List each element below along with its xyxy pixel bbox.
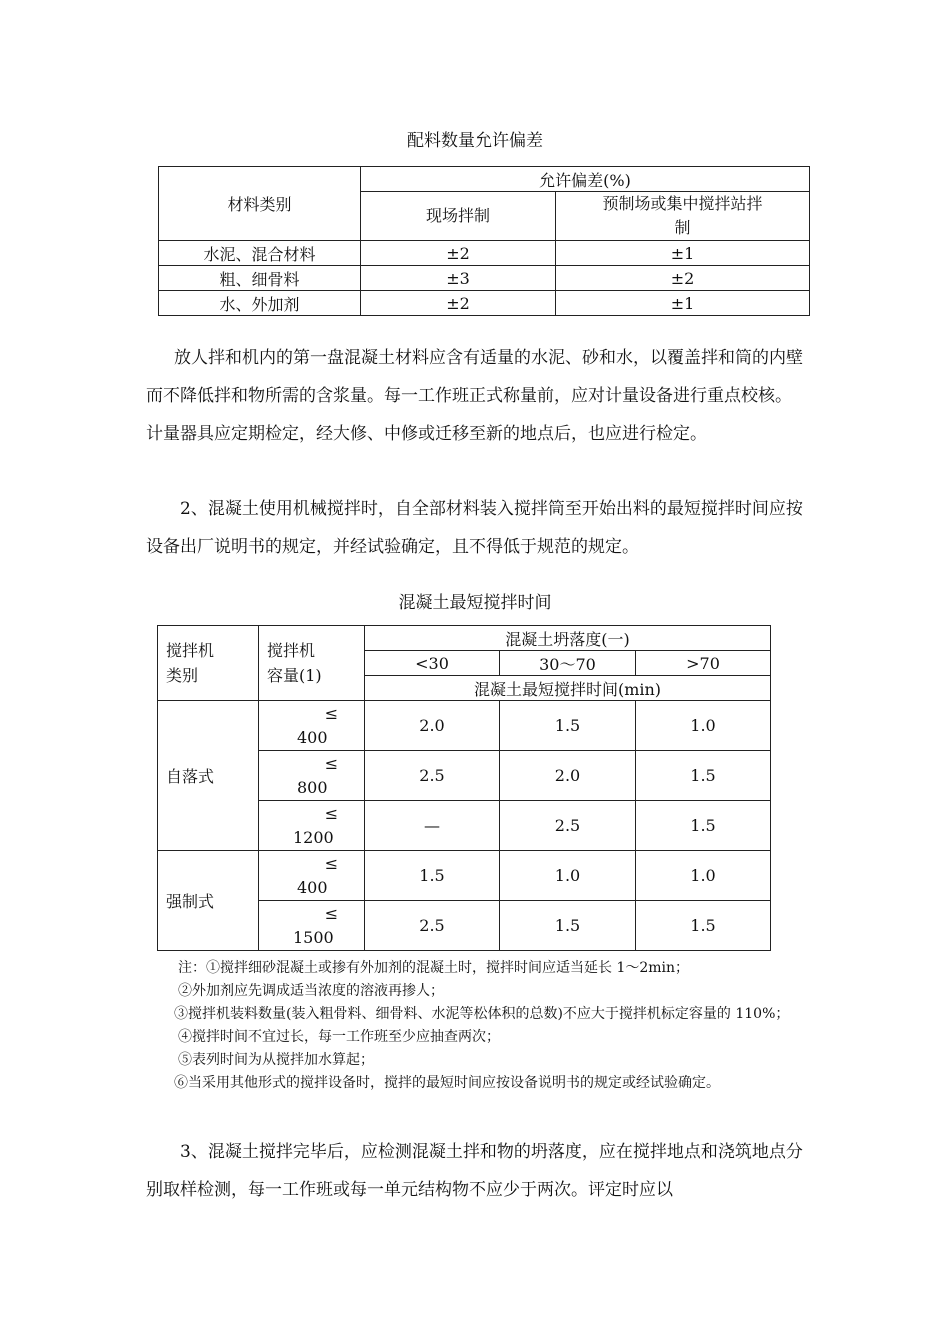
- header-material: 材料类别: [159, 167, 361, 241]
- table-row: [159, 241, 810, 266]
- capacity-cell: [259, 701, 365, 751]
- time-cell: 2.5: [365, 901, 500, 951]
- note-6: ⑥当采用其他形式的搅拌设备时，搅拌的最短时间应按设备说明书的规定或经试验确定。: [174, 1075, 720, 1091]
- note-2: ②外加剂应先调成适当浓度的溶液再掺人；: [178, 983, 444, 999]
- header-site: 现场拌制: [361, 192, 556, 241]
- header-mixer-type-line2: 类别: [166, 666, 199, 685]
- time-cell: 1.5: [636, 901, 771, 951]
- mixing-time-table: [157, 625, 771, 951]
- time-cell: 2.5: [500, 801, 636, 851]
- time-cell: 1.5: [365, 851, 500, 901]
- time-cell: 1.0: [636, 701, 771, 751]
- site-cell: ±2: [361, 291, 556, 316]
- header-min-time: 混凝土最短搅拌时间(min): [365, 676, 771, 701]
- slump-col: <30: [365, 651, 500, 676]
- material-cell: 粗、细骨料: [159, 266, 361, 291]
- header-capacity-line2: 容量(1): [267, 666, 322, 685]
- paragraph-2: 2、混凝土使用机械搅拌时，自全部材料装入搅拌筒至开始出料的最短搅拌时间应按设备出厂说明书的规定，并经试验确定，且不得低于规范的规定。: [146, 499, 803, 557]
- note-5: ⑤表列时间为从搅拌加水算起；: [178, 1052, 374, 1068]
- mixer-type-cell: 自落式: [158, 701, 259, 851]
- capacity-cell: [259, 851, 365, 901]
- header-deviation: 允许偏差(%): [361, 167, 810, 192]
- time-cell: 1.5: [636, 751, 771, 801]
- time-cell: 1.0: [636, 851, 771, 901]
- time-cell: 1.5: [500, 901, 636, 951]
- time-cell: 2.5: [365, 751, 500, 801]
- note-1: 注：①搅拌细砂混凝土或掺有外加剂的混凝土时，搅拌时间应适当延长 1～2min；: [178, 960, 690, 976]
- header-plant: [556, 192, 810, 241]
- header-capacity: [259, 626, 365, 701]
- table-row: [158, 701, 771, 751]
- paragraph-1: 放人拌和机内的第一盘混凝土材料应含有适量的水泥、砂和水，以覆盖拌和筒的内壁而不降低拌和物所需的含浆量。每一工作班正式称量前，应对计量设备进行重点校核。计量器具应定期检定，经大修、中修或迁移至新的地点后，也应进行检定。: [146, 348, 803, 444]
- site-cell: ±3: [361, 266, 556, 291]
- plant-cell: ±1: [556, 241, 810, 266]
- header-plant-line1: 预制场或集中搅拌站拌: [602, 194, 763, 213]
- slump-col: >70: [636, 651, 771, 676]
- table-row: [159, 266, 810, 291]
- capacity-value: 800: [297, 777, 328, 797]
- material-cell: 水泥、混合材料: [159, 241, 361, 266]
- time-cell: 2.0: [365, 701, 500, 751]
- header-capacity-line1: 搅拌机: [267, 641, 316, 660]
- time-cell: 1.5: [500, 701, 636, 751]
- header-mixer-type: [158, 626, 259, 701]
- plant-cell: ±2: [556, 266, 810, 291]
- time-cell: 2.0: [500, 751, 636, 801]
- slump-col: 30～70: [500, 651, 636, 676]
- capacity-cell: [259, 801, 365, 851]
- le-symbol: ≤: [324, 903, 339, 923]
- le-symbol: ≤: [324, 753, 339, 773]
- capacity-value: 1500: [293, 927, 334, 947]
- le-symbol: ≤: [324, 703, 339, 723]
- capacity-value: 400: [297, 727, 328, 747]
- mixer-type-cell: 强制式: [158, 851, 259, 951]
- paragraph-3: 3、混凝土搅拌完毕后，应检测混凝土拌和物的坍落度，应在搅拌地点和浇筑地点分别取样检测，每一工作班或每一单元结构物不应少于两次。评定时应以: [146, 1142, 803, 1200]
- site-cell: ±2: [361, 241, 556, 266]
- note-4: ④搅拌时间不宜过长，每一工作班至少应抽查两次；: [178, 1029, 500, 1045]
- capacity-value: 1200: [293, 827, 334, 847]
- table-notes: [146, 957, 806, 1095]
- capacity-cell: [259, 751, 365, 801]
- table2-caption: 混凝土最短搅拌时间: [398, 593, 552, 613]
- table1-caption: 配料数量允许偏差: [407, 131, 543, 151]
- time-cell: —: [365, 801, 500, 851]
- header-plant-line2: 制: [674, 218, 691, 237]
- capacity-value: 400: [297, 877, 328, 897]
- header-mixer-type-line1: 搅拌机: [166, 641, 215, 660]
- header-slump: 混凝土坍落度(一): [365, 626, 771, 651]
- le-symbol: ≤: [324, 853, 339, 873]
- plant-cell: ±1: [556, 291, 810, 316]
- table-row: [159, 291, 810, 316]
- time-cell: 1.5: [636, 801, 771, 851]
- time-cell: 1.0: [500, 851, 636, 901]
- le-symbol: ≤: [324, 803, 339, 823]
- table-row: [158, 851, 771, 901]
- note-3: ③搅拌机装料数量(装入粗骨料、细骨料、水泥等松体积的总数)不应大于搅拌机标定容量的 110%；: [174, 1006, 790, 1022]
- batching-tolerance-table: [158, 166, 810, 316]
- material-cell: 水、外加剂: [159, 291, 361, 316]
- capacity-cell: [259, 901, 365, 951]
